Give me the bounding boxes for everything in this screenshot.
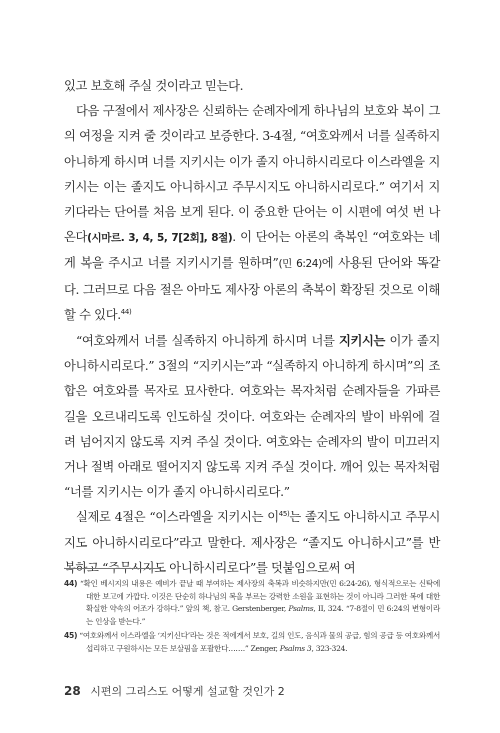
body-text <box>64 74 440 581</box>
footnote <box>64 578 440 628</box>
paragraph-text: “여호와께서 너를 실족하지 아니하게 하시며 너를 <box>76 334 339 349</box>
paragraph <box>64 505 440 581</box>
page-number: 28 <box>64 684 81 698</box>
paragraph <box>64 328 440 505</box>
footnote-italic: Psalms 3 <box>279 643 312 653</box>
verse-reference: (민 6:24) <box>278 258 322 271</box>
footnote <box>64 630 440 655</box>
footnote-italic: Psalms <box>288 604 314 614</box>
paragraph-text: . 이 단어는 아론의 축복인 “여호와는 네게 복을 주시고 너를 지키시기를 원하며” <box>64 230 440 271</box>
footnote-marker[interactable]: 44) <box>120 307 132 316</box>
footnote-text: “여호와께서 이스라엘을 ‘지키신다’라는 것은 적에게서 보호, 길의 인도, 음식과 물의 공급, 힘의 공급 등 여호와께서 섭리하고 구원하시는 모든 보살핌을 포괄한다…….” Zenger, <box>79 631 440 653</box>
verse-reference: (시마르. 3, 4, 5, 7[2회], 8절) <box>87 232 233 245</box>
footnote-text: , 323-324. <box>311 643 348 653</box>
footnote-divider <box>64 568 160 569</box>
paragraph <box>64 99 440 328</box>
paragraph-text: 는 졸지도 아니하시고 주무시지도 아니하시리로다”라고 말한다. 제사장은 “졸지도 아니하시고”를 반복하고 “주무시지도 아니하시리로다”를 덧붙임으로써 여 <box>64 510 440 575</box>
footnotes <box>64 578 440 658</box>
footnote-text: “확인 베시지의 내용은 예비가 끝날 때 부여하는 제사장의 축복과 비슷하지만(민 6:24-26), 형식적으로는 신탁에 대한 보고에 가깝다. 이것은 단순히 하나님의 복을 부르는 강력한 소원을 표현하는 것이 아니라 그러한 복에 대한 확실한 약속의 어조가 강하다.” 앞의 책, 참고. Gerstenberger, <box>79 579 440 614</box>
emphasis-text: 지키시는 <box>338 333 386 349</box>
footnote-number: 44) <box>64 579 78 588</box>
book-title: 시편의 그리스도 어떻게 설교할 것인가 2 <box>90 685 285 698</box>
footnote-marker[interactable]: 45) <box>278 510 290 519</box>
paragraph-text: 실제로 4절은 “이스라엘을 지키시는 이 <box>76 510 279 525</box>
paragraph-text: 에 사용된 단어와 똑같다. 그러므로 다음 절은 아마도 제사장 아론의 축복이 확장된 것으로 이해할 수 있다. <box>64 256 440 322</box>
page-footer <box>64 683 440 699</box>
footnote-number: 45) <box>64 631 78 641</box>
paragraph-text: 이가 졸지 아니하시리로다.” 3절의 “지키시는”과 “실족하지 아니하게 하시며”의 조합은 여호와를 목자로 묘사한다. 여호와는 목자처럼 순례자들을 가파른 길을 오르내리도록 인도하실 것이다. 여호와는 순례자의 발이 바위에 걸려 넘어지지 않도록 지켜 주실 것이다. 여호와는 순례자의 발이 미끄러지거나 절벽 아래로 떨어지지 않도록 지켜 주실 것이다. 깨어 있는 목자처럼 “너를 지키시는 이가 졸지 아니하시리로다.” <box>64 334 441 500</box>
paragraph-text: 다음 구절에서 제사장은 신뢰하는 순례자에게 하나님의 보호와 복이 그의 여정을 지켜 줄 것이라고 보증한다. 3-4절, “여호와께서 너를 실족하지 아니하게 하시며 너를 지키시는 이가 졸지 아니하시리로다 이스라엘을 지키시는 이는 졸지도 아니하시고 주무시지도 아니하시리로다.” 여기서 지키다라는 단어를 처음 보게 된다. 이 중요한 단어는 이 시편에 여섯 번 나온다 <box>64 104 440 245</box>
footnote-text: , II, 324. “7-8절이 민 6:24의 변형이라는 인상을 받는다.” <box>86 604 440 626</box>
paragraph-continuation: 있고 보호해 주실 것이라고 믿는다. <box>64 79 244 93</box>
